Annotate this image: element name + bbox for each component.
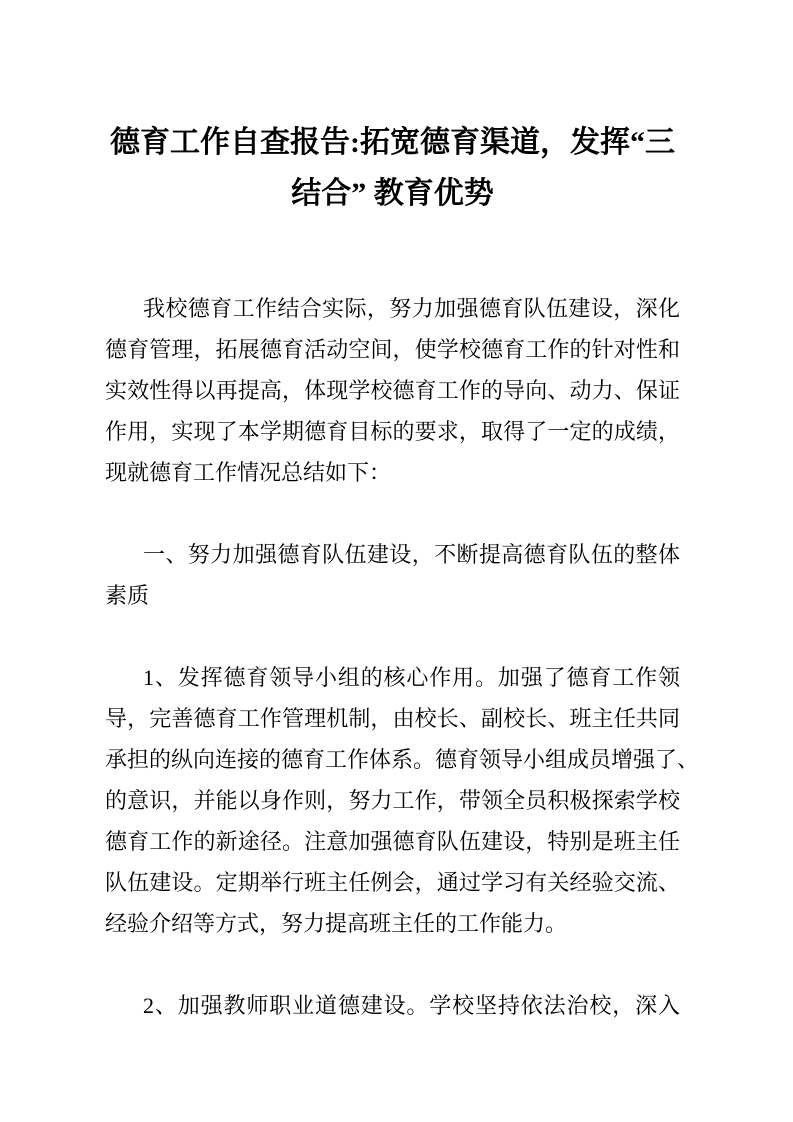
section-heading [105, 534, 680, 616]
text-line: 一、努力加强德育队伍建设，不断提高德育队伍的整体 [143, 542, 680, 567]
document-body [105, 288, 700, 1026]
text-line: 我校德育工作结合实际，努力加强德育队伍建设，深化 [143, 296, 680, 321]
text-line: 作用，实现了本学期德育目标的要求，取得了一定的成绩， [105, 419, 680, 444]
text-line: 实效性得以再提高，体现学校德育工作的导向、动力、保证 [105, 378, 680, 403]
text-line: 素质 [105, 583, 150, 608]
paragraph [105, 657, 700, 944]
text-line: 导，完善德育工作管理机制，由校长、副校长、班主任共同 [105, 706, 680, 731]
text-line: 现就德育工作情况总结如下： [105, 460, 392, 485]
text-line: 1、发挥德育领导小组的核心作用。加强了德育工作领 [143, 665, 680, 690]
document-title [105, 117, 680, 219]
text-line: 承担的纵向连接的德育工作体系。德育领导小组成员增强了、 [105, 747, 700, 772]
text-line: 德育工作的新途径。注意加强德育队伍建设，特别是班主任 [105, 829, 680, 854]
text-line: 德育管理，拓展德育活动空间，使学校德育工作的针对性和 [105, 337, 680, 362]
text-line: 2、加强教师职业道德建设。学校坚持依法治校，深入 [143, 993, 680, 1018]
title-line: 德育工作自查报告:拓宽德育渠道，发挥“三 [110, 126, 675, 159]
text-line: 的意识，并能以身作则，努力工作，带领全员积极探索学校 [105, 788, 680, 813]
text-line: 经验介绍等方式，努力提高班主任的工作能力。 [105, 911, 568, 936]
title-line: 结合” 教育优势 [291, 177, 494, 210]
text-line: 队伍建设。定期举行班主任例会，通过学习有关经验交流、 [105, 870, 680, 895]
paragraph [105, 985, 680, 1026]
paragraph [105, 288, 680, 493]
